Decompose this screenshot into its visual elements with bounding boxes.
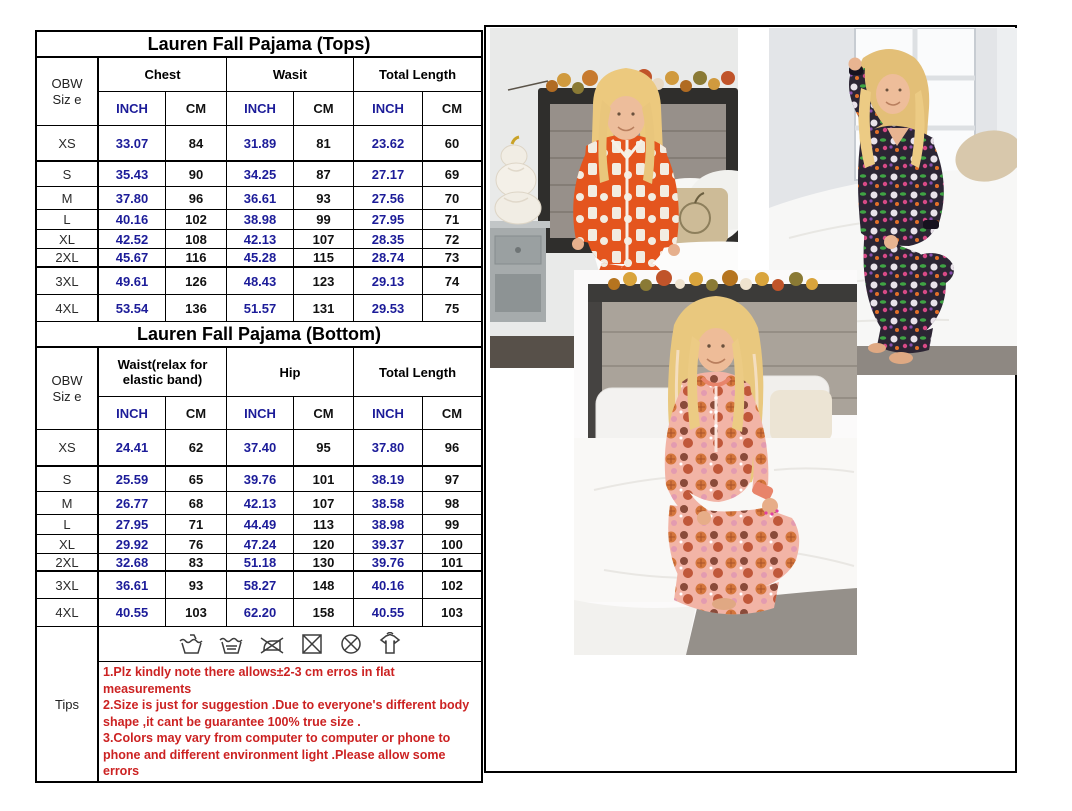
bottom-length-header: Total Length bbox=[378, 364, 457, 380]
unit-header-inch: INCH bbox=[99, 92, 166, 125]
tops-table-title: Lauren Fall Pajama (Tops) bbox=[147, 33, 371, 54]
unit-header-cm: CM bbox=[294, 92, 354, 125]
table-row: XS 24.41 62 37.40 95 37.80 96 bbox=[37, 430, 481, 467]
unit-header-inch: INCH bbox=[99, 397, 166, 429]
size-chart-table bbox=[35, 30, 483, 783]
table-row: 3XL 49.61 126 48.43 123 29.13 74 bbox=[37, 268, 481, 295]
table-row: 4XL 40.55 103 62.20 158 40.55 103 bbox=[37, 599, 481, 627]
table-row: 2XL 32.68 83 51.18 130 39.76 101 bbox=[37, 554, 481, 572]
bottom-table-title: Lauren Fall Pajama (Bottom) bbox=[136, 323, 382, 344]
bottom-hip-header: Hip bbox=[227, 348, 354, 396]
tops-title-row bbox=[37, 32, 481, 58]
table-row: M 26.77 68 42.13 107 38.58 98 bbox=[37, 492, 481, 515]
bottom-size-header: OBW Siz e bbox=[37, 348, 99, 429]
bottom-waist-header: Waist(relax for elastic band) bbox=[99, 348, 227, 396]
do-not-dry-clean-icon bbox=[338, 632, 364, 656]
gentle-wash-icon bbox=[218, 632, 245, 656]
table-row: XL 42.52 108 42.13 107 28.35 72 bbox=[37, 230, 481, 249]
tops-length-header: Total Length bbox=[378, 67, 457, 82]
unit-header-inch: INCH bbox=[354, 397, 423, 429]
unit-header-inch: INCH bbox=[354, 92, 423, 125]
care-instructions-row bbox=[99, 627, 481, 662]
unit-header-inch: INCH bbox=[227, 92, 294, 125]
unit-header-inch: INCH bbox=[227, 397, 294, 429]
unit-header-cm: CM bbox=[166, 92, 227, 125]
tops-size-header: OBW Siz e bbox=[37, 58, 99, 125]
table-row: 2XL 45.67 116 45.28 115 28.74 73 bbox=[37, 249, 481, 268]
tops-waist-header: Wasit bbox=[227, 58, 354, 91]
tips-row bbox=[37, 627, 481, 781]
tips-line-3: 3.Colors may vary from computer to computer or phone to phone and different environment light .Please allow some errors bbox=[103, 731, 451, 778]
tips-line-2: 2.Size is just for suggestion .Due to everyone's different body shape ,it cant be guarantee 100% true size . bbox=[103, 698, 470, 729]
table-row: L 27.95 71 44.49 113 38.98 99 bbox=[37, 515, 481, 535]
hand-wash-icon bbox=[178, 632, 205, 656]
table-row: XS 33.07 84 31.89 81 23.62 60 bbox=[37, 126, 481, 162]
unit-header-cm: CM bbox=[441, 101, 463, 116]
table-row: M 37.80 96 36.61 93 27.56 70 bbox=[37, 187, 481, 210]
table-row: L 40.16 102 38.98 99 27.95 71 bbox=[37, 210, 481, 230]
product-photo-pink-pajamas bbox=[574, 270, 857, 655]
line-dry-icon bbox=[377, 632, 403, 656]
tops-header-row bbox=[37, 58, 481, 126]
tips-label: Tips bbox=[37, 627, 99, 781]
bottom-title-row bbox=[37, 322, 481, 348]
unit-header-cm: CM bbox=[441, 405, 463, 421]
unit-header-cm: CM bbox=[166, 397, 227, 429]
unit-header-cm: CM bbox=[294, 397, 354, 429]
do-not-iron-icon bbox=[258, 632, 286, 656]
tips-text bbox=[99, 662, 481, 781]
do-not-tumble-dry-icon bbox=[299, 632, 325, 656]
bottom-header-row bbox=[37, 348, 481, 430]
table-row: S 35.43 90 34.25 87 27.17 69 bbox=[37, 162, 481, 187]
table-row: S 25.59 65 39.76 101 38.19 97 bbox=[37, 467, 481, 492]
tops-chest-header: Chest bbox=[99, 58, 227, 91]
tips-line-1: 1.Plz kindly note there allows±2-3 cm erros in flat measurements bbox=[103, 665, 395, 696]
table-row: 4XL 53.54 136 51.57 131 29.53 75 bbox=[37, 295, 481, 322]
table-row: 3XL 36.61 93 58.27 148 40.16 102 bbox=[37, 572, 481, 599]
table-row: XL 29.92 76 47.24 120 39.37 100 bbox=[37, 535, 481, 554]
